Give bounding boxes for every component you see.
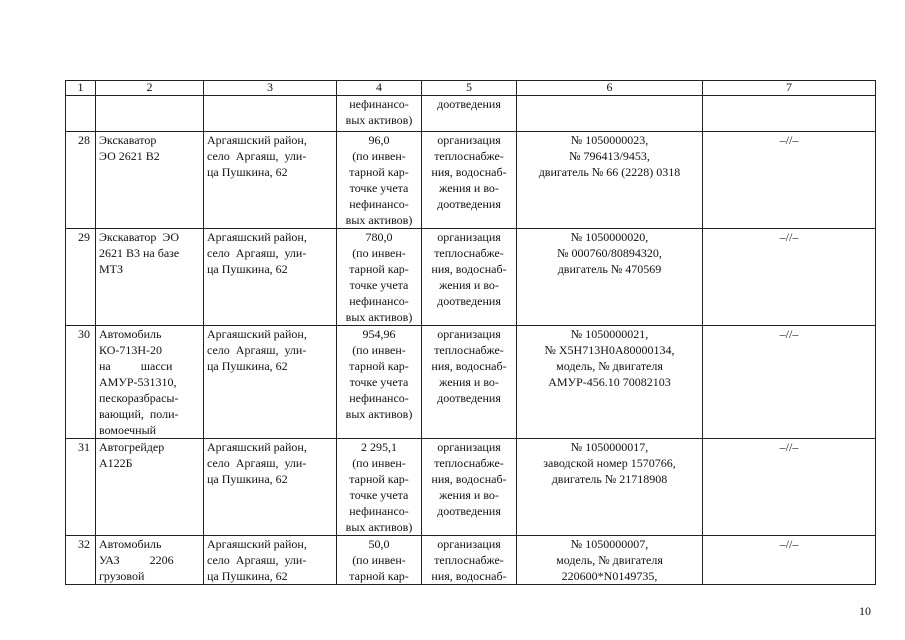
text-line: вых активов)	[345, 407, 413, 421]
text-line: № 000760/80894320,	[557, 246, 662, 260]
text-line: ЭО 2621 В2	[99, 149, 160, 163]
cell-number: 31	[66, 439, 96, 536]
text-line: № 1050000007,	[570, 537, 649, 551]
text-line: А122Б	[99, 456, 133, 470]
text-line: вых активов)	[345, 310, 413, 324]
text-line: Аргаяшский район,	[207, 133, 307, 147]
vehicle-table	[65, 80, 876, 585]
cell-purpose	[422, 96, 517, 132]
cell-name	[96, 229, 204, 326]
text-line: вых активов)	[345, 213, 413, 227]
cell-address	[204, 536, 337, 585]
text-line: Автомобиль	[99, 327, 162, 341]
text-line: доотведения	[437, 97, 501, 111]
page-number: 10	[859, 604, 871, 618]
text-line: ния, водоснаб-	[431, 165, 507, 179]
text-line: двигатель № 21718908	[551, 472, 668, 486]
text-line: организация	[437, 230, 501, 244]
column-number: 1	[66, 81, 96, 96]
cell-address	[204, 96, 337, 132]
text-line: (по инвен-	[352, 553, 406, 567]
text-line: село Аргаяш, ули-	[207, 343, 307, 357]
cell-purpose	[422, 536, 517, 585]
text-line: на шасси	[99, 359, 173, 373]
cell-details	[517, 96, 703, 132]
text-line: Автомобиль	[99, 537, 162, 551]
cell-value	[337, 326, 422, 439]
text-line: ца Пушкина, 62	[207, 262, 288, 276]
text-line: 780,0	[365, 230, 393, 244]
table-row	[66, 229, 876, 326]
text-line: нефинансо-	[349, 504, 409, 518]
text-line: точке учета	[349, 181, 409, 195]
text-line: № 1050000017,	[570, 440, 649, 454]
text-line: село Аргаяш, ули-	[207, 553, 307, 567]
text-line: № 1050000020,	[570, 230, 649, 244]
text-line: ца Пушкина, 62	[207, 359, 288, 373]
text-line: жения и во-	[439, 488, 499, 502]
text-line: Аргаяшский район,	[207, 440, 307, 454]
text-line: заводской номер 1570766,	[543, 456, 676, 470]
cell-name	[96, 96, 204, 132]
text-line: вых активов)	[345, 113, 413, 127]
text-line: тарной кар-	[349, 165, 409, 179]
cell-note: –//–	[703, 229, 876, 326]
text-line: пескоразбрасы-	[99, 391, 179, 405]
text-line: тарной кар-	[349, 359, 409, 373]
text-line: УАЗ 2206	[99, 553, 174, 567]
text-line: тарной кар-	[349, 569, 409, 583]
cell-value	[337, 536, 422, 585]
cell-address	[204, 229, 337, 326]
text-line: Аргаяшский район,	[207, 537, 307, 551]
text-line: двигатель № 66 (2228) 0318	[538, 165, 681, 179]
text-line: точке учета	[349, 488, 409, 502]
cell-number: 29	[66, 229, 96, 326]
cell-purpose	[422, 229, 517, 326]
text-line: № 1050000023,	[570, 133, 649, 147]
column-number: 6	[517, 81, 703, 96]
cell-address	[204, 326, 337, 439]
cell-address	[204, 132, 337, 229]
column-number-row	[66, 81, 876, 96]
text-line: нефинансо-	[349, 294, 409, 308]
text-line: доотведения	[437, 504, 501, 518]
text-line: нефинансо-	[349, 197, 409, 211]
text-line: (по инвен-	[352, 456, 406, 470]
column-number: 4	[337, 81, 422, 96]
text-line: ния, водоснаб-	[431, 262, 507, 276]
cell-note: –//–	[703, 132, 876, 229]
text-line: жения и во-	[439, 375, 499, 389]
text-line: село Аргаяш, ули-	[207, 246, 307, 260]
text-line: жения и во-	[439, 278, 499, 292]
text-line: 2621 В3 на базе	[99, 246, 180, 260]
text-line: теплоснабже-	[434, 246, 504, 260]
text-line: теплоснабже-	[434, 553, 504, 567]
text-line: ца Пушкина, 62	[207, 472, 288, 486]
text-line: (по инвен-	[352, 149, 406, 163]
cell-value	[337, 132, 422, 229]
cell-name	[96, 326, 204, 439]
cell-purpose	[422, 326, 517, 439]
cell-name	[96, 132, 204, 229]
text-line: 954,96	[362, 327, 396, 341]
text-line: (по инвен-	[352, 246, 406, 260]
text-line: № X5H713H0A80000134,	[544, 343, 675, 357]
column-number: 3	[204, 81, 337, 96]
text-line: точке учета	[349, 278, 409, 292]
cell-value	[337, 439, 422, 536]
text-line: точке учета	[349, 375, 409, 389]
cell-name	[96, 536, 204, 585]
text-line: вомоечный	[99, 423, 157, 437]
text-line: Экскаватор ЭО	[99, 230, 180, 244]
text-line: МТЗ	[99, 262, 124, 276]
cell-name	[96, 439, 204, 536]
text-line: АМУР-531310,	[99, 375, 177, 389]
text-line: нефинансо-	[349, 391, 409, 405]
cell-number	[66, 96, 96, 132]
text-line: вых активов)	[345, 520, 413, 534]
cell-address	[204, 439, 337, 536]
text-line: № 796413/9453,	[569, 149, 650, 163]
text-line: вающий, поли-	[99, 407, 179, 421]
cell-details	[517, 132, 703, 229]
text-line: модель, № двигателя	[556, 359, 663, 373]
cell-details	[517, 326, 703, 439]
cell-purpose	[422, 132, 517, 229]
text-line: жения и во-	[439, 181, 499, 195]
text-line: организация	[437, 133, 501, 147]
cell-number: 28	[66, 132, 96, 229]
cell-value	[337, 229, 422, 326]
text-line: КО-713Н-20	[99, 343, 163, 357]
text-line: ца Пушкина, 62	[207, 165, 288, 179]
cell-number: 30	[66, 326, 96, 439]
continuation-row	[66, 96, 876, 132]
text-line: теплоснабже-	[434, 149, 504, 163]
text-line: Аргаяшский район,	[207, 327, 307, 341]
text-line: доотведения	[437, 391, 501, 405]
text-line: двигатель № 470569	[557, 262, 662, 276]
text-line: 96,0	[368, 133, 390, 147]
text-line: 2 295,1	[361, 440, 397, 454]
cell-note: –//–	[703, 439, 876, 536]
text-line: 50,0	[368, 537, 390, 551]
text-line: организация	[437, 537, 501, 551]
text-line: (по инвен-	[352, 343, 406, 357]
text-line: ния, водоснаб-	[431, 359, 507, 373]
column-number: 2	[96, 81, 204, 96]
table-body	[66, 132, 876, 585]
column-number: 7	[703, 81, 876, 96]
text-line: Автогрейдер	[99, 440, 165, 454]
text-line: тарной кар-	[349, 472, 409, 486]
cell-note: –//–	[703, 326, 876, 439]
text-line: Экскаватор	[99, 133, 157, 147]
text-line: доотведения	[437, 197, 501, 211]
cell-note: –//–	[703, 536, 876, 585]
text-line: теплоснабже-	[434, 456, 504, 470]
cell-details	[517, 536, 703, 585]
text-line: село Аргаяш, ули-	[207, 456, 307, 470]
text-line: тарной кар-	[349, 262, 409, 276]
cell-note	[703, 96, 876, 132]
table-row	[66, 536, 876, 585]
text-line: модель, № двигателя	[556, 553, 663, 567]
table-row	[66, 326, 876, 439]
text-line: АМУР-456.10 70082103	[548, 375, 671, 389]
cell-details	[517, 439, 703, 536]
text-line: организация	[437, 440, 501, 454]
cell-details	[517, 229, 703, 326]
text-line: нефинансо-	[349, 97, 409, 111]
text-line: Аргаяшский район,	[207, 230, 307, 244]
text-line: организация	[437, 327, 501, 341]
text-line: доотведения	[437, 294, 501, 308]
text-line: село Аргаяш, ули-	[207, 149, 307, 163]
cell-number: 32	[66, 536, 96, 585]
cell-value	[337, 96, 422, 132]
text-line: грузовой	[99, 569, 145, 583]
table-row	[66, 132, 876, 229]
text-line: теплоснабже-	[434, 343, 504, 357]
text-line: № 1050000021,	[570, 327, 649, 341]
table-row	[66, 439, 876, 536]
text-line: ния, водоснаб-	[431, 472, 507, 486]
column-number: 5	[422, 81, 517, 96]
text-line: ца Пушкина, 62	[207, 569, 288, 583]
text-line: 220600*N0149735,	[561, 569, 658, 583]
cell-purpose	[422, 439, 517, 536]
text-line: ния, водоснаб-	[431, 569, 507, 583]
